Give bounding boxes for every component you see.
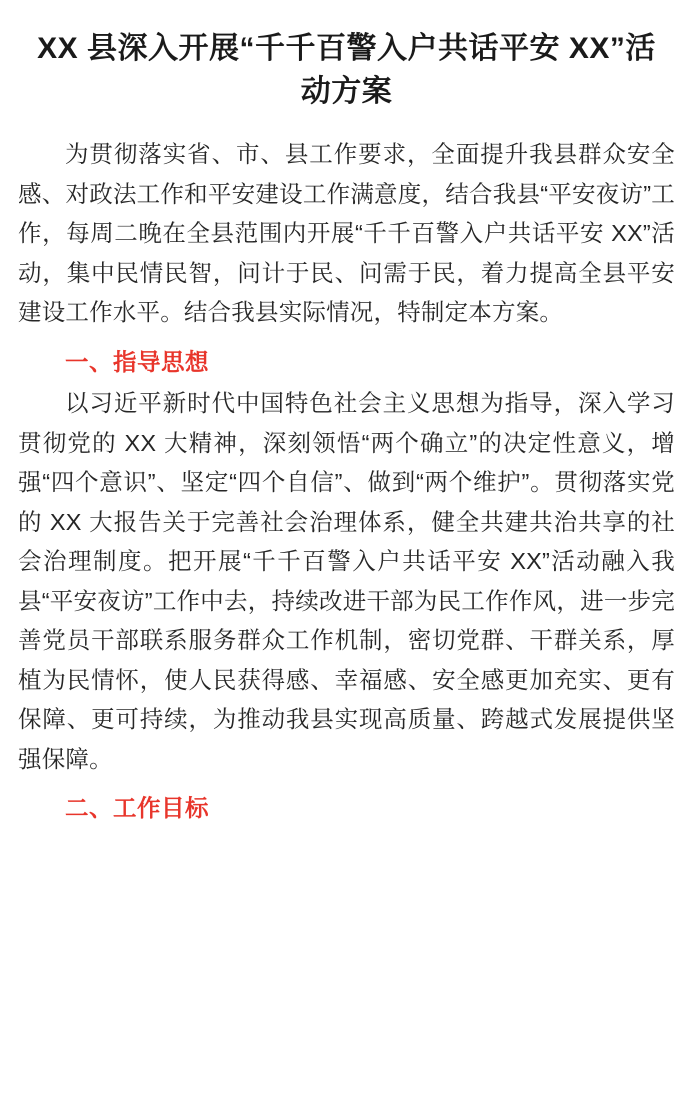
section-heading-1: 一、指导思想 xyxy=(65,348,209,375)
paragraph-guiding-ideology: 以习近平新时代中国特色社会主义思想为指导，深入学习贯彻党的 XX 大精神，深刻领悟“两个确立”的决定性意义，增强“四个意识”、坚定“四个自信”、做到“两个维护”。贯彻落实党的 XX 大报告关于完善社会治理体系，健全共建共治共享的社会治理制度。把开展“千千百警入户共话平安 XX”活动融入我县“平安夜访”工作中去，持续改进干部为民工作作风，进一步完善党员干部联系服务群众工作机制，密切党群、干群关系，厚植为民情怀，使人民获得感、幸福感、安全感更加充实、更有保障、更可持续，为推动我县实现高质量、跨越式发展提供坚强保障。 xyxy=(18,390,675,772)
section-heading-2: 二、工作目标 xyxy=(65,795,209,822)
document-title: XX 县深入开展“千千百警入户共话平安 XX”活动方案 xyxy=(37,32,656,108)
paragraph-intro: 为贯彻落实省、市、县工作要求，全面提升我县群众安全感、对政法工作和平安建设工作满意度，结合我县“平安夜访”工作，每周二晚在全县范围内开展“千千百警入户共话平安 XX”活动，集中民情民智，问计于民、问需于民，着力提高全县平安建设工作水平。结合我县实际情况，特制定本方案。 xyxy=(18,141,675,326)
